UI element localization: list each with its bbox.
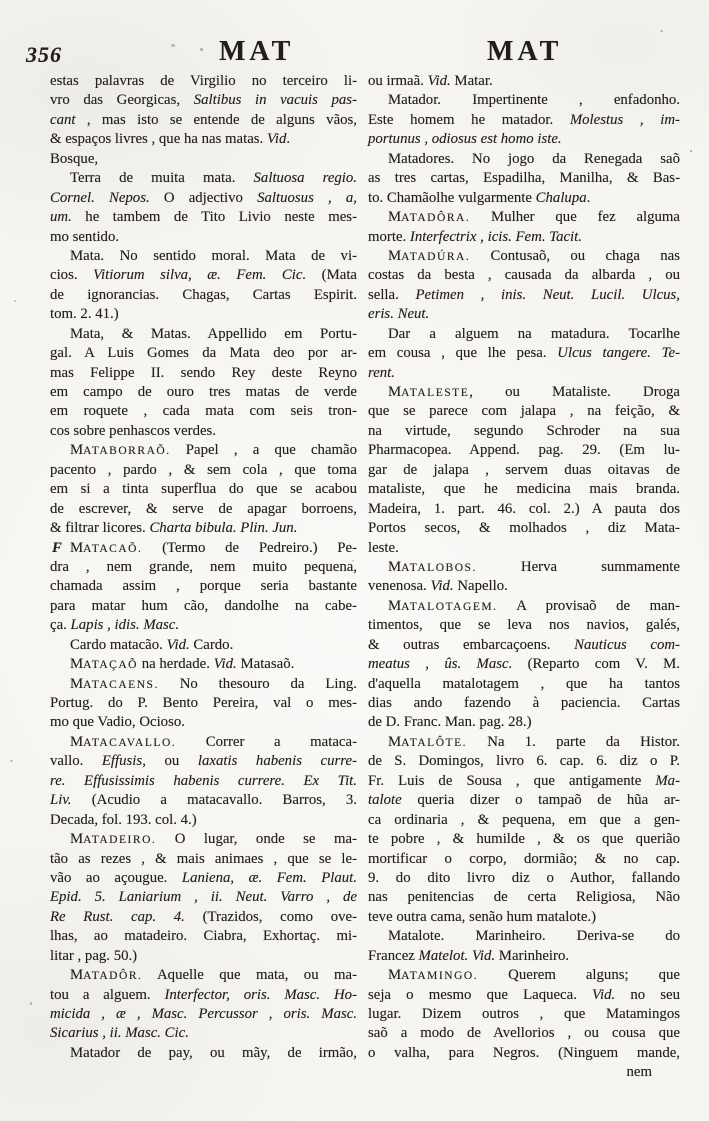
text-line: Mata. No sentido moral. Mata de vi- bbox=[70, 247, 357, 264]
text-line: te pobre , & humilde , & os que querião bbox=[368, 831, 680, 848]
text-line: Epid. 5. Laniarium , ii. Neut. Varro , de bbox=[50, 889, 357, 906]
text-line: morte. Interfectrix , icis. Fem. Tacit. bbox=[368, 228, 582, 245]
text-line: MATAÇAÕ na herdade. Vid. Matasaõ. bbox=[70, 656, 295, 673]
text-line: cant , mas isto se entende de alguns vãos, bbox=[50, 111, 357, 128]
text-line: MATALOBOS. Herva summamente bbox=[388, 558, 680, 575]
text-line: em cousa , que lhe pesa. Ulcus tangere. Te- bbox=[368, 345, 680, 362]
text-line: tão as rezes , & mais animaes , que se le- bbox=[50, 850, 357, 867]
text-line: Dar a alguem na matadura. Tocarlhe bbox=[388, 325, 680, 342]
text-line: mortificar o corpo, dormião; & no cap. bbox=[368, 850, 680, 867]
text-line: venenosa. Vid. Napello. bbox=[368, 578, 508, 595]
text-line: pacento , pardo , & sem cola , que toma bbox=[50, 461, 357, 478]
text-line: lugar. Dizem outros , que Matamingos bbox=[368, 1006, 680, 1022]
text-line: mo sentido. bbox=[50, 228, 120, 245]
text-line: Terra de muita mata. Saltuosa regio. bbox=[70, 170, 357, 187]
text-line: nas penitencias de certa Religiosa, Não bbox=[368, 889, 680, 906]
text-line: talote queria dizer o tampaõ de hũa ar- bbox=[368, 792, 680, 809]
text-line: saõ a modo de Avellorios , ou cousa que bbox=[368, 1025, 680, 1042]
text-line: MATABORRAÕ. Papel , a que chamão bbox=[70, 442, 357, 459]
ink-speck bbox=[200, 48, 203, 51]
text-line: em si a tinta superflua do que se acabou bbox=[50, 481, 357, 498]
headword: MATALÔTE. bbox=[388, 733, 468, 750]
text-line: em campo de ouro tres matas de verde bbox=[50, 384, 357, 400]
text-line: cos sobre penhascos verdes. bbox=[50, 422, 217, 439]
text-line: F MATACAÕ. (Termo de Pedreiro.) Pe- bbox=[50, 539, 357, 558]
text-line: ça. Lapis , idis. Masc. bbox=[50, 617, 180, 634]
text-line: as tres cartas, Espadilha, Manilha, & Bas- bbox=[368, 170, 680, 187]
text-line: Matador de pay, ou mãy, de irmão, bbox=[70, 1044, 357, 1061]
text-line: mo que Vadio, Ocioso. bbox=[50, 714, 185, 731]
text-line: de D. Franc. Man. pag. 28.) bbox=[368, 714, 532, 731]
text-line: um. he tambem de Tito Livio neste mes- bbox=[50, 209, 357, 226]
text-line: & outras embarcaçoens. Nauticus com- bbox=[368, 636, 680, 653]
text-line: MATADÔRA. Mulher que fez alguma bbox=[388, 209, 680, 226]
headword: MATADEIRO. bbox=[70, 831, 157, 848]
text-line: de S. Domingos, livro 6. cap. 6. diz o P. bbox=[368, 753, 680, 770]
text-line: Francez Matelot. Vid. Marinheiro. bbox=[368, 947, 570, 964]
text-line: Matadores. No jogo da Renegada saõ bbox=[388, 150, 680, 167]
ink-speck bbox=[30, 1002, 32, 1005]
headword: MATADÔRA. bbox=[388, 209, 471, 226]
text-line: Cornel. Nepos. O adjectivo Saltuosus , a, bbox=[50, 189, 357, 206]
ink-speck bbox=[690, 150, 692, 152]
ink-speck bbox=[171, 44, 175, 47]
text-line: Re Rust. cap. 4. (Trazidos, como ove- bbox=[50, 908, 358, 925]
text-line: Cardo matacão. Vid. Cardo. bbox=[70, 636, 234, 653]
text-line: Madeira, 1. part. 46. col. 2.) A pauta dos bbox=[368, 500, 680, 517]
text-line: timentos, que se leva nos navios, galés, bbox=[368, 617, 680, 634]
text-line: teve outra cama, senão hum matalote.) bbox=[368, 908, 597, 925]
headword: MATABORRAÕ. bbox=[70, 442, 171, 459]
text-line: chamada assim , porque seria bastante bbox=[50, 578, 357, 595]
text-line: micida , æ , Masc. Percussor , oris. Masc. bbox=[50, 1006, 357, 1022]
margin-mark: F bbox=[52, 539, 62, 556]
headword: MATADÔR. bbox=[70, 967, 143, 984]
text-line: to. Chamãolhe vulgarmente Chalupa. bbox=[368, 189, 591, 206]
ink-speck bbox=[660, 30, 663, 32]
text-line: re. Effusissimis habenis currere. Ex Tit. bbox=[50, 772, 357, 789]
text-line: MATALOTAGEM. A provisaõ de man- bbox=[388, 597, 680, 614]
catchword: nem bbox=[626, 1064, 652, 1080]
text-line: em roquete , cada mata com seis tron- bbox=[50, 403, 357, 420]
text-line: o valha, para Negros. (Ninguem mande, bbox=[368, 1044, 680, 1061]
headword: MATACAÕ. bbox=[70, 539, 143, 556]
headword: MATAMINGO. bbox=[388, 967, 479, 984]
text-line: de escrever, & serve de apagar borroens, bbox=[50, 500, 357, 517]
text-line: vão ao açougue. Laniena, æ. Fem. Plaut. bbox=[50, 869, 357, 886]
text-line: MATACAVALLO. Correr a mataca- bbox=[70, 733, 357, 750]
text-line: litar , pag. 50.) bbox=[50, 947, 138, 964]
text-line: Bosque, bbox=[50, 150, 99, 167]
text-line: tou a alguem. Interfector, oris. Masc. Ho- bbox=[50, 986, 357, 1003]
headword: MATAÇAÕ bbox=[70, 656, 139, 673]
text-line: portunus , odiosus est homo iste. bbox=[368, 131, 562, 148]
headword: MATACAVALLO. bbox=[70, 733, 177, 750]
running-head-left: MAT bbox=[219, 36, 295, 67]
headword: MATADÚRA. bbox=[388, 247, 471, 264]
text-line: rent. bbox=[368, 364, 395, 381]
text-line: para matar hum cão, dandolhe na cabe- bbox=[50, 597, 357, 614]
text-line: mas Felippe II. sendo Rey deste Reyno bbox=[50, 364, 357, 381]
right-column bbox=[368, 72, 680, 1063]
text-line: Sicarius , ii. Masc. Cic. bbox=[50, 1025, 189, 1042]
text-line: MATAMINGO. Querem alguns; que bbox=[388, 967, 680, 984]
text-line: eris. Neut. bbox=[368, 306, 430, 323]
text-line: MATALÔTE. Na 1. parte da Histor. bbox=[388, 733, 680, 750]
text-line: Mata, & Matas. Appellido em Portu- bbox=[70, 325, 357, 342]
ink-speck bbox=[352, 560, 354, 562]
text-line: de ignorancias. Chagas, Cartas Espirit. bbox=[50, 286, 357, 303]
text-line: meatus , ûs. Masc. (Reparto com V. M. bbox=[368, 656, 680, 673]
text-line: lhas, ao matadeiro. Ciabra, Exhortaç. mi- bbox=[50, 928, 357, 945]
text-line: vro das Georgicas, Saltibus in vacuis pas- bbox=[50, 92, 357, 109]
text-line: ca ordinaria , & pequena, em que a gen- bbox=[368, 811, 680, 828]
text-line: MATADEIRO. O lugar, onde se ma- bbox=[70, 831, 357, 848]
ink-speck bbox=[14, 300, 16, 302]
text-line: Decada, fol. 193. col. 4.) bbox=[50, 811, 197, 828]
text-line: Fr. Luis de Sousa , que antigamente Ma- bbox=[368, 772, 680, 789]
text-line: que se parece com jalapa , na feição, & bbox=[368, 403, 680, 420]
text-line: estas palavras de Virgilio no terceiro li- bbox=[50, 73, 357, 89]
text-line: Este homem he matador. Molestus , im- bbox=[368, 111, 680, 128]
text-line: tom. 2. 41.) bbox=[50, 306, 119, 323]
text-line: Liv. (Acudio a matacavallo. Barros, 3. bbox=[50, 792, 357, 809]
text-line: MATADÔR. Aquelle que mata, ou ma- bbox=[70, 967, 357, 984]
text-line: & filtrar licores. Charta bibula. Plin. Jun. bbox=[50, 520, 298, 537]
left-column bbox=[50, 72, 357, 1063]
text-line: gar de jalapa , servem duas oitavas de bbox=[368, 461, 680, 478]
headword: MATALOTAGEM. bbox=[388, 597, 498, 614]
text-line: Matador. Impertinente , enfadonho. bbox=[388, 92, 680, 109]
text-line: na virtude, segundo Schroder na sua bbox=[368, 422, 680, 439]
headword: MATALESTE bbox=[388, 384, 470, 400]
ink-speck bbox=[10, 760, 13, 762]
text-line: dra , nem grande, nem muito pequena, bbox=[50, 558, 357, 575]
text-line: Portos secos, & molhados , diz Mata- bbox=[368, 520, 680, 537]
text-line: sella. Petimen , inis. Neut. Lucil. Ulcus, bbox=[368, 286, 680, 303]
text-line: seja o mesmo que Laqueca. Vid. no seu bbox=[368, 986, 681, 1003]
text-line: MATACAENS. No thesouro da Ling. bbox=[70, 675, 357, 692]
text-line: cios. Vitiorum silva, æ. Fem. Cic. (Mata bbox=[50, 267, 357, 284]
running-head-right: MAT bbox=[487, 36, 563, 67]
text-line: MATADÚRA. Contusaõ, ou chaga nas bbox=[388, 247, 680, 264]
text-line: dias ando fazendo à paciencia. Cartas bbox=[368, 695, 680, 711]
text-line: mataliste, que he medicina mais branda. bbox=[368, 481, 680, 498]
text-line: MATALESTE, ou Mataliste. Droga bbox=[388, 384, 680, 400]
text-line: & espaços livres , que ha nas matas. Vid. bbox=[50, 131, 291, 148]
text-line: vallo. Effusis, ou laxatis habenis curre- bbox=[50, 753, 357, 770]
text-line: 9. do dito livro diz o Author, fallando bbox=[368, 869, 680, 886]
text-line: costas da besta , causada da albarda , ou bbox=[368, 267, 680, 284]
text-line: d'aquella matalotagem , que ha tantos bbox=[368, 675, 680, 692]
text-line: Pharmacopea. Append. pag. 29. (Em lu- bbox=[368, 442, 680, 459]
text-line: leste. bbox=[368, 539, 399, 556]
headword: MATACAENS. bbox=[70, 675, 159, 692]
text-line: ou irmaã. Vid. Matar. bbox=[368, 73, 493, 89]
text-line: Matalote. Marinheiro. Deriva-se do bbox=[388, 928, 680, 945]
page-number: 356 bbox=[26, 42, 62, 67]
headword: MATALOBOS. bbox=[388, 558, 477, 575]
text-line: Portug. do P. Bento Pereira, val o mes- bbox=[50, 695, 357, 711]
text-line: gal. A Luis Gomes da Mata deo por ar- bbox=[50, 345, 357, 362]
